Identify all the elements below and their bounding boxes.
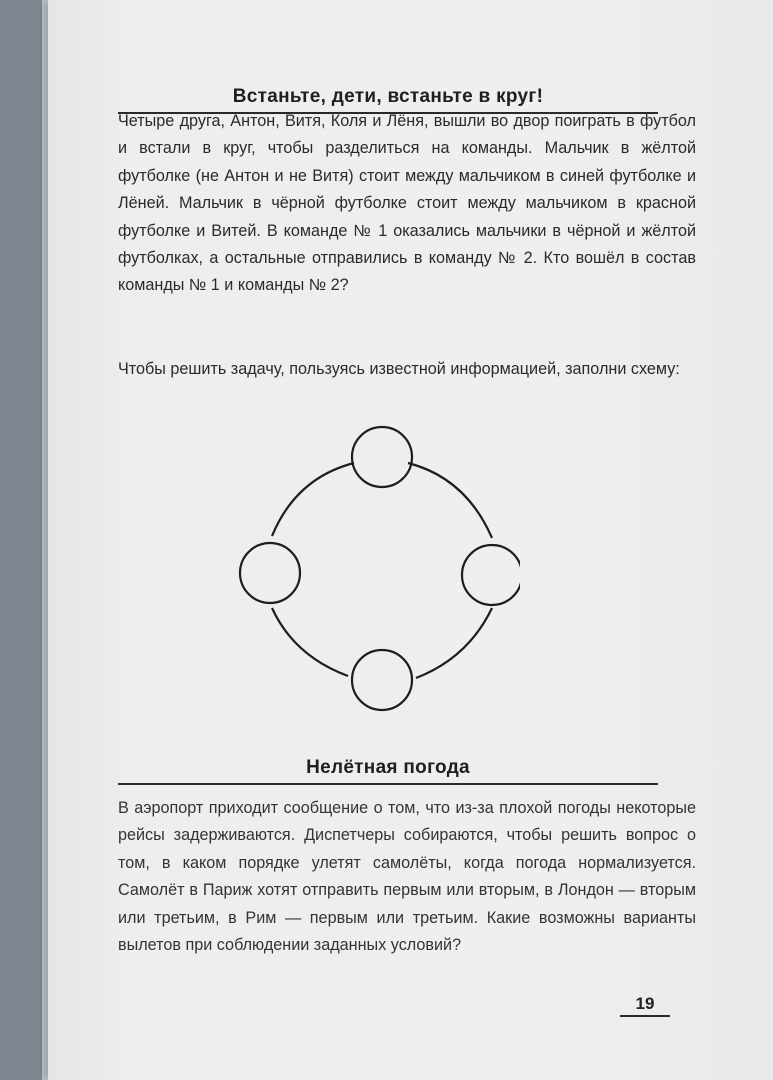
instruction-text: Чтобы решить задачу, пользуясь известной информацией, заполни схему: (118, 360, 680, 378)
circle-scheme-diagram (230, 418, 520, 718)
page-number-underline (620, 1015, 670, 1017)
position-circle-left (240, 543, 300, 603)
problem-text-circle: Четыре друга, Антон, Витя, Коля и Лёня, вышли во двор поиграть в футбол и встали в круг, чтобы разделиться на команды. Мальчик в жёлтой футболке (не Антон и не Витя) стоит между мальчиком в синей футболке и Лёней. Мальчик в чёрной футболке стоит между мальчиком в красной футболке и Витей. В команде № 1 оказались мальчики в чёрной и жёлтой футболках, а остальные отправились в команду № 2. Кто вошёл в состав команды № 1 и команды № 2? (118, 112, 696, 295)
problem-text-weather: В аэропорт приходит сообщение о том, что из-за плохой погоды некоторые рейсы задерживаются. Диспетчеры собираются, чтобы решить вопрос о том, в каком порядке улетят самолёты, когда погода нормализуется. Самолёт в Париж хотят отправить первым или вторым, в Лондон — вторым или третьим, в Рим — первым или третьим. Какие возможны варианты вылетов при соблюдении заданных условий? (118, 799, 696, 955)
section-title: Встаньте, дети, встаньте в круг! (232, 86, 544, 107)
section-title: Нелётная погода (306, 757, 470, 778)
title-underline (118, 783, 658, 785)
connector-arc-top-right (408, 463, 492, 538)
position-circle-top (352, 427, 412, 487)
connector-arc-bottom-right (416, 608, 492, 678)
connector-arc-top-left (272, 463, 354, 536)
connector-arc-bottom-left (272, 608, 348, 676)
page-number (620, 994, 670, 1017)
page-number-value: 19 (635, 994, 655, 1013)
position-circle-bottom (352, 650, 412, 710)
position-circle-right (462, 545, 520, 605)
section-title-weather (118, 755, 658, 785)
